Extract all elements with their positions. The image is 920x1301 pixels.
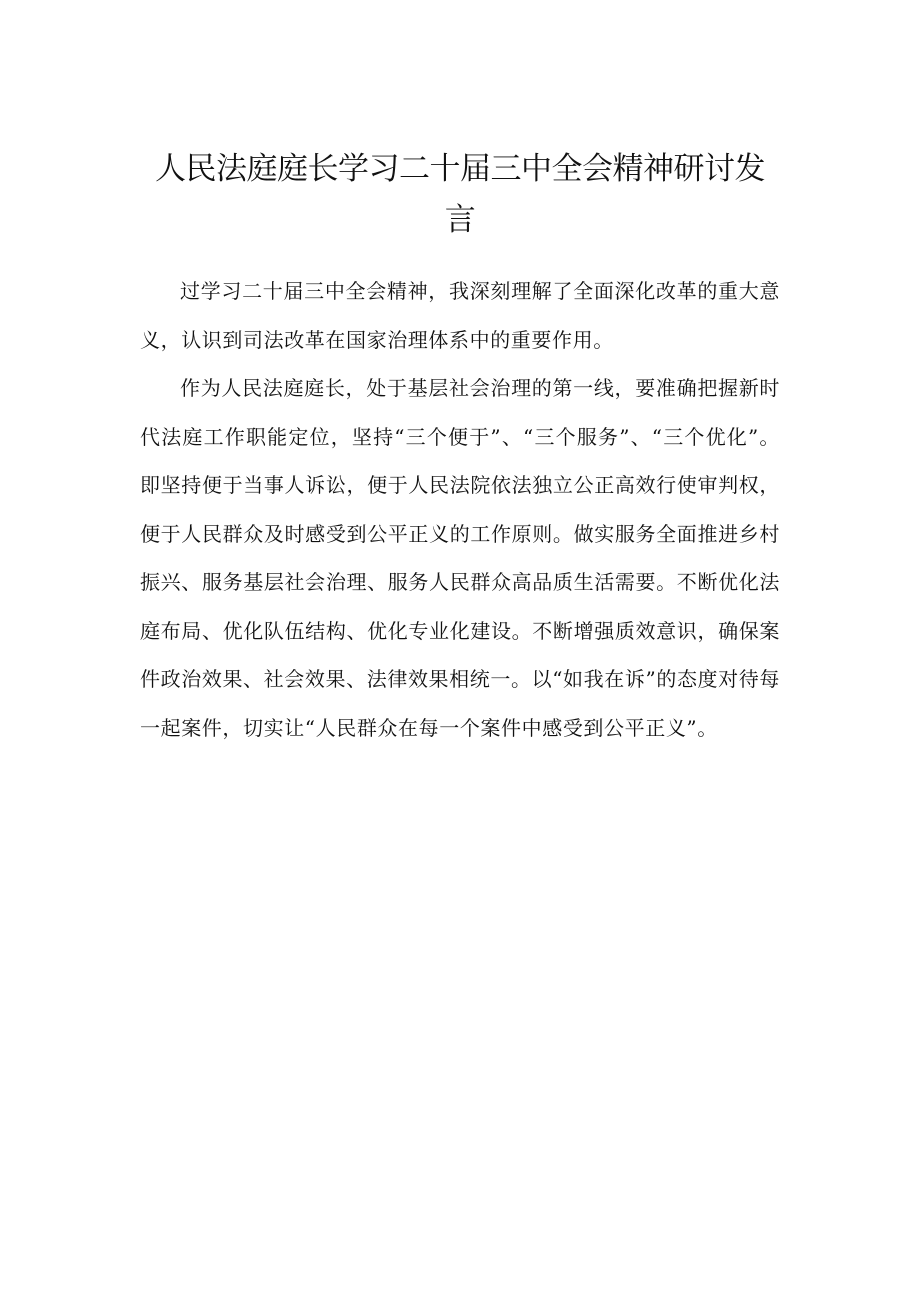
- paragraph-2: 作为人民法庭庭长，处于基层社会治理的第一线，要准确把握新时代法庭工作职能定位，坚持“三个便于”、“三个服务”、“三个优化”。即坚持便于当事人诉讼，便于人民法院依法独立公正高效行使审判权，便于人民群众及时感受到公平正义的工作原则。做实服务全面推进乡村振兴、服务基层社会治理、服务人民群众高品质生活需要。不断优化法庭布局、优化队伍结构、优化专业化建设。不断增强质效意识，确保案件政治效果、社会效果、法律效果相统一。以“如我在诉”的态度对待每一起案件，切实让“人民群众在每一个案件中感受到公平正义”。: [140, 376, 780, 740]
- document-body: [140, 267, 780, 752]
- document-title: 人民法庭庭长学习二十届三中全会精神研讨发言: [155, 151, 765, 238]
- paragraph-1: 过学习二十届三中全会精神，我深刻理解了全面深化改革的重大意义，认识到司法改革在国家治理体系中的重要作用。: [140, 279, 780, 352]
